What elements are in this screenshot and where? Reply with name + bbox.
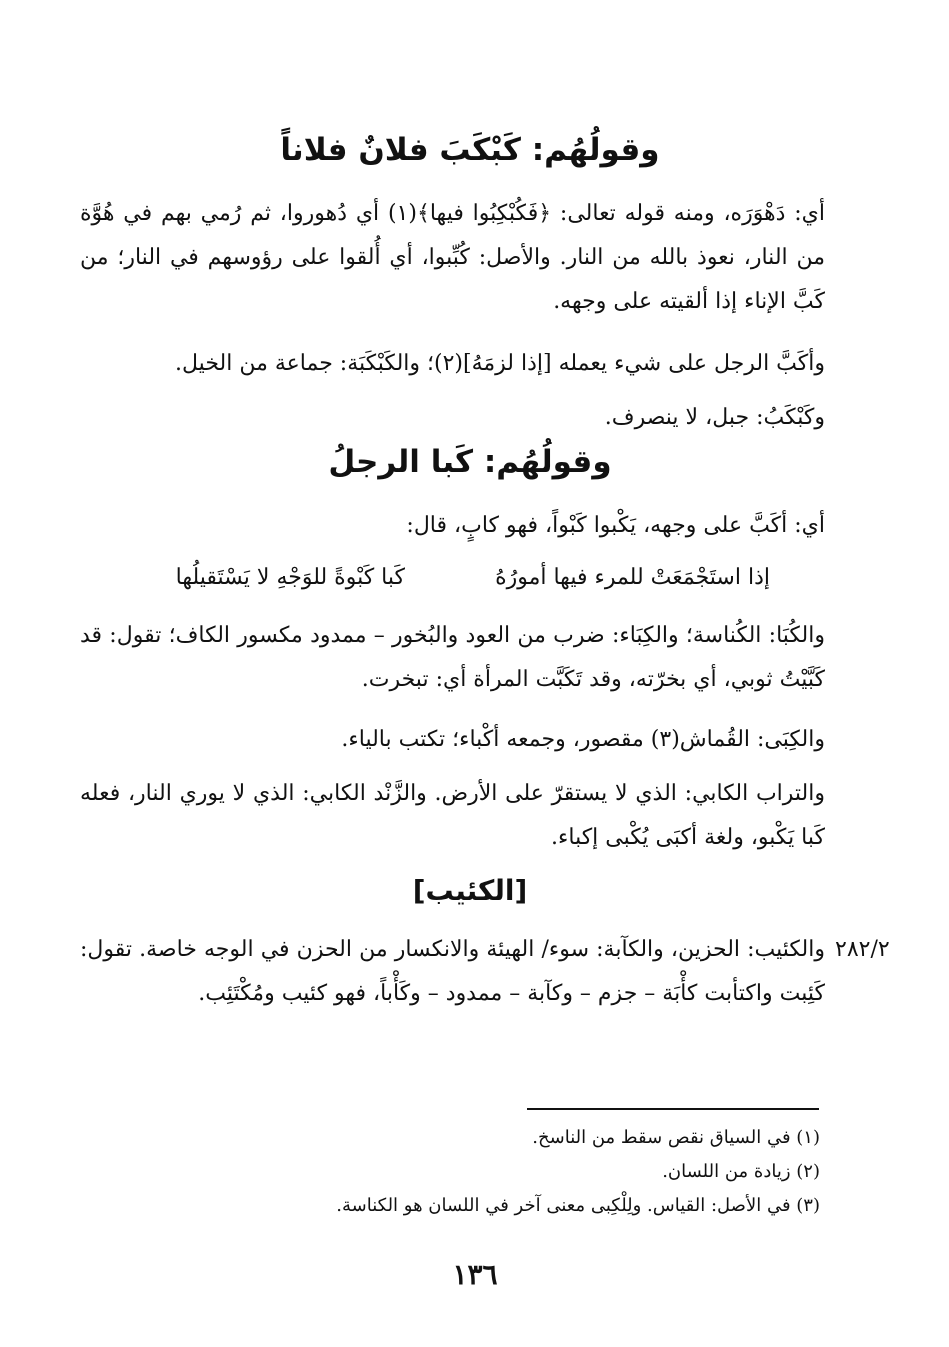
- page-number: ١٣٦: [452, 1258, 498, 1291]
- paragraph-1-2: وأكَبَّ الرجل على شيء يعمله [إذا لزمَهُ](٢)؛ والكَبْكَبَة: جماعة من الخيل.: [175, 351, 825, 376]
- verse-first-hemistich: إذا استَجْمَعَتْ للمرء فيها أمورُهُ: [495, 565, 770, 590]
- section-heading-1: وقولُهُم: كَبْكَبَ فلانٌ فلاناً: [280, 132, 660, 168]
- paragraph-3-1: والكئيب: الحزين، والكآبة: سوء/ الهيئة والانكسار من الحزن في الوجه خاصة. تقول: كَئِبت واكتأبت كأْبَة – جزم – وكآبة – ممدود – وكَأْباً، فهو كئيب ومُكْتَئِب.: [80, 937, 826, 1006]
- section-heading-2: وقولُهُم: كَبا الرجلُ: [328, 444, 612, 480]
- manuscript-folio-reference: ٢٨٢/٢: [835, 937, 890, 962]
- footnote-2: (٢) زيادة من اللسان.: [662, 1161, 820, 1182]
- paragraph-1-1: أي: دَهْوَرَه، ومنه قوله تعالى: ﴿فَكُبْكِبُوا فيها﴾(١) أي دُهوروا، ثم رُمي بهم في هُوَّة من النار، نعوذ بالله من النار. والأصل: كُبِّبوا، أي أُلقوا على رؤوسهم في النار؛ من كَبَّ الإناء إذا ألقيته على وجهه.: [80, 201, 826, 314]
- paragraph-2-1: أي: أكَبَّ على وجهه، يَكْبوا كَبْواً، فهو كابٍ، قال:: [406, 513, 825, 538]
- paragraph-2-4: والتراب الكابي: الذي لا يستقرّ على الأرض. والزَّنْد الكابي: الذي لا يوري النار، فعله كَبا يَكْبو، ولغة أكبَى يُكْبى إكباء.: [80, 781, 825, 850]
- footnote-1: (١) في السياق نقص سقط من الناسخ.: [532, 1127, 820, 1148]
- footnote-3: (٣) في الأصل: القياس. ولِلْكِبى معنى آخر في اللسان هو الكناسة.: [336, 1195, 820, 1216]
- verse-second-hemistich: كَبا كَبْوةً للوَجْهِ لا يَسْتَقيلُها: [175, 565, 405, 590]
- paragraph-2-3: والكِبَى: القُماش(٣) مقصور، وجمعه أكْباء؛ تكتب بالياء.: [341, 727, 825, 752]
- section-heading-3: [الكئيب]: [412, 874, 528, 907]
- footnote-divider: [527, 1108, 819, 1110]
- paragraph-1-3: وكَبْكَبُ: جبل، لا ينصرف.: [604, 405, 825, 430]
- paragraph-2-2: والكُبَا: الكُناسة؛ والكِبَاء: ضرب من العود والبُخور – ممدود مكسور الكاف؛ تقول: قد كَبَّيْتُ ثوبي، أي بخرّته، وقد تَكَبَّت المرأة أي: تبخرت.: [80, 623, 825, 692]
